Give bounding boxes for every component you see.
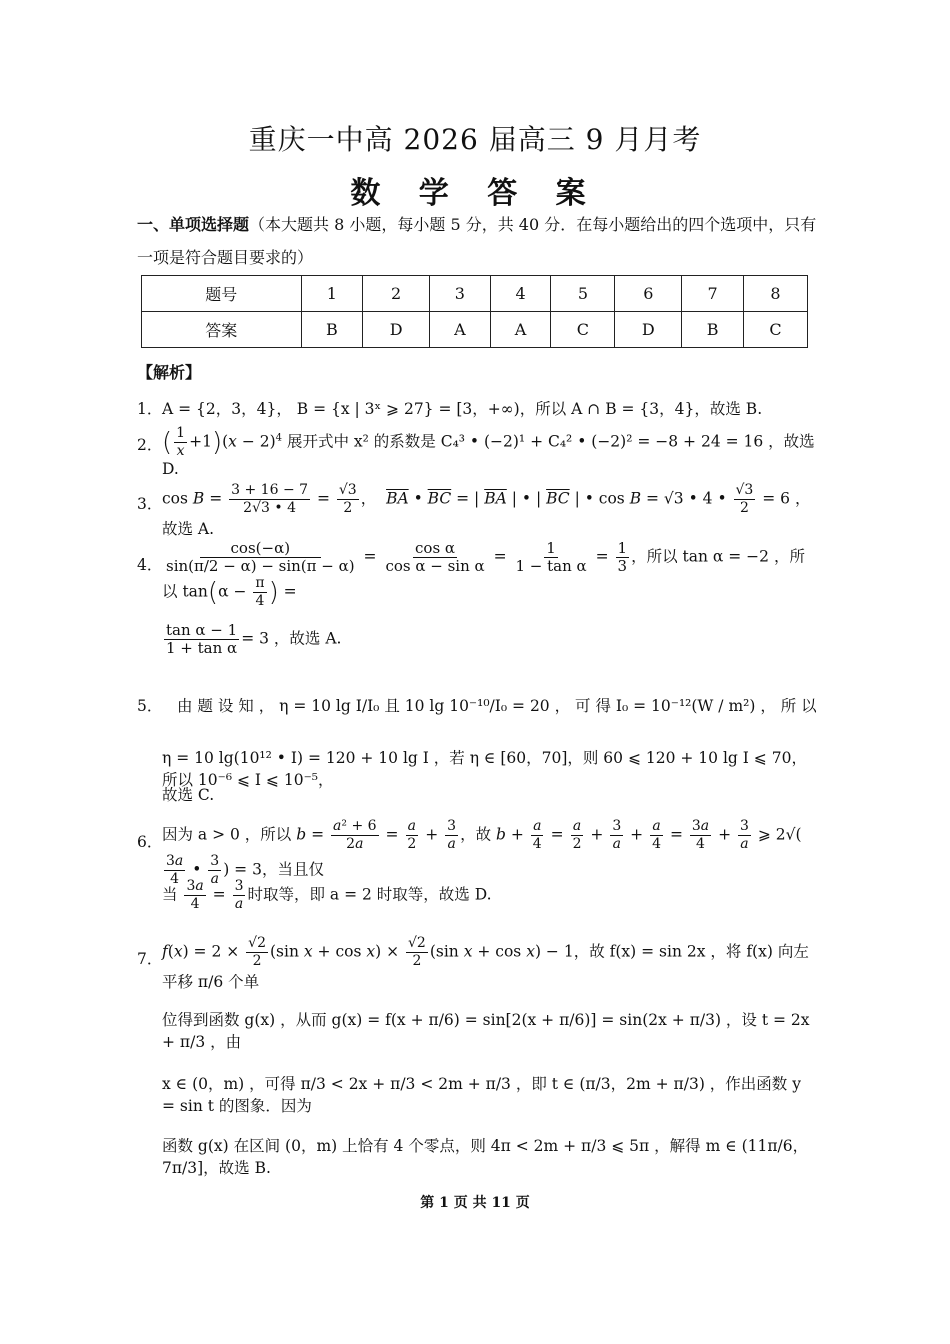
document-subtitle: 数 学 答 案 <box>350 176 600 211</box>
section-description: （本大题共 8 小题，每小题 5 分，共 40 分．在每小题给出的四个选项中，只有一项是符合题目要求的） <box>137 215 817 267</box>
solution-6-line-1: 因为 a > 0 ，所以 b = $\frac{\text{a² + 6}}{2a}$ = $\frac{a}{2}$ + $\frac{3}{a}$ ，故 b + $\frac{a}{4}$ = $\frac{a}{2}$ + $\frac{3}{a}$ + $\frac{a}{4}$ = $\frac{3a}{4}$ + $\frac{3}{a}$ ⩾ 2√( $\frac{3a}{4}$ • $\frac{3}{a}$ ) = 3，当且仅 <box>162 818 802 887</box>
solution-3: cos B = $\frac{3 + 16 - 7}{2√3 • 4}$ = $\frac{√3}{2}$ ， $\overline{BA}$ • $\overline{BC}$ = | $\overline{BA}$ | • | $\overline{BC}$ | • cos B = √3 • 4 • $\frac{√3}{2}$ = 6 ，故选 A. <box>162 482 811 538</box>
table-cell: C <box>551 312 615 348</box>
solution-3-text: ，故选 A. <box>162 489 811 538</box>
table-cell: 2 <box>363 276 430 312</box>
solution-number: 6． <box>137 833 163 851</box>
table-cell: 6 <box>615 276 682 312</box>
solution-1: A = {2，3，4}， B = {x | 3ˣ ⩾ 27} = [3，+∞)，所以 A ∩ B = {3，4}，故选 B. <box>162 400 763 418</box>
solution-5-line-1: 由 题 设 知 ， η = 10 lg I/I₀ 且 10 lg 10⁻¹⁰/I₀ = 20 ， 可 得 I₀ = 10⁻¹²(W / m²) ， 所 以 <box>177 697 817 715</box>
document-title: 重庆一中高 2026 届高三 9 月月考 <box>248 123 702 156</box>
page-footer: 第 1 页 共 11 页 <box>420 1195 530 1211</box>
table-cell: 7 <box>682 276 744 312</box>
section-label: 一、单项选择题 <box>137 215 250 234</box>
solution-5-line-3: 故选 C. <box>162 786 215 804</box>
analysis-heading: 【解析】 <box>137 363 202 382</box>
table-cell: 8 <box>743 276 807 312</box>
answer-table <box>141 275 808 348</box>
solution-6-text-c: 时取等，即 a = 2 时取等，故选 D. <box>247 885 492 904</box>
row-header-answer: 答案 <box>142 312 302 348</box>
section-heading <box>137 208 817 274</box>
solution-6-text-a: 因为 a > 0 ，所以 <box>162 825 292 844</box>
solution-7-line-3: x ∈ (0，m) ，可得 π/3 < 2x + π/3 < 2m + π/3 ，即 t ∈ (π/3，2m + π/3) ，作出函数 y = sin t 的图象．因为 <box>162 1075 801 1115</box>
table-cell: 4 <box>490 276 551 312</box>
solution-4-text: ，所以 tan α = −2 ，所以 <box>162 547 805 601</box>
table-cell: 3 <box>430 276 491 312</box>
table-row <box>142 312 808 348</box>
solution-4-text-2: = 3 ，故选 A. <box>241 629 342 648</box>
solution-number: 1． <box>137 400 163 418</box>
table-cell: D <box>363 312 430 348</box>
table-cell: B <box>301 312 363 348</box>
solution-number: 2． <box>137 436 163 454</box>
table-cell: D <box>615 312 682 348</box>
table-cell: A <box>490 312 551 348</box>
solution-2: ( $\frac{1}{x}$ $+1)(x - 2)^4$ 展开式中 x² 的系数是 C₄³ • (−2)¹ + C₄² • (−2)² = −8 + 24 = 16 ，故选 D. <box>162 425 815 478</box>
solution-7-text-1: ，故 f(x) = sin 2x ，将 f(x) 向左平移 π/6 个单 <box>162 942 809 991</box>
solution-7-line-1: f(x) = 2 × $\frac{√2}{2}$ (sin x + cos x) × $\frac{√2}{2}$ (sin x + cos x) − 1，故 f(x) = sin 2x ，将 f(x) 向左平移 π/6 个单 <box>162 935 809 991</box>
solution-7-line-4: 函数 g(x) 在区间 (0，m) 上恰有 4 个零点，则 4π < 2m + π/3 ⩽ 5π ，解得 m ∈ (11π/6，7π/3]，故选 B. <box>162 1137 809 1177</box>
solution-4-continued: $\frac{\text{tan α − 1}}{\text{1 + tan α}}$ = 3 ，故选 A. <box>166 621 342 657</box>
solution-number: 5． <box>137 697 163 715</box>
table-cell: B <box>682 312 744 348</box>
table-cell: A <box>430 312 491 348</box>
table-cell: 5 <box>551 276 615 312</box>
solution-5-line-2: η = 10 lg(10¹² • I) = 120 + 10 lg I ，若 η ∈ [60，70]，则 60 ⩽ 120 + 10 lg I ⩽ 70，所以 10⁻⁶ ⩽ I ⩽ 10⁻⁵， <box>162 749 807 789</box>
solution-4: $\frac{\cos(-\alpha)}{\sin(\pi/2 - \alpha) - \sin(\pi - \alpha)}$ = $\frac{\text{cos α}}{\text{cos α − sin α}}$ = $\frac{1}{\text{1 − tan α}}$ = $\frac{1}{3}$ ，所以 tan α = −2 ，所以 tan(α − $\frac{\pi}{4}$ ) = <box>162 539 805 609</box>
table-row <box>142 276 808 312</box>
solution-6-text-b: ，当且仅 <box>261 860 324 879</box>
solution-number: 4． <box>137 556 163 574</box>
solution-7-line-2: 位得到函数 g(x) ，从而 g(x) = f(x + π/6) = sin[2(x + π/6)] = sin(2x + π/3) ，设 t = 2x + π/3 ，由 <box>162 1011 810 1051</box>
row-header-number: 题号 <box>142 276 302 312</box>
solution-6-line-2: 当 $\frac{3a}{4}$ = $\frac{3}{a}$ 时取等，即 a = 2 时取等，故选 D. <box>162 878 492 912</box>
solution-number: 7． <box>137 950 163 968</box>
solution-number: 3． <box>137 495 163 513</box>
solution-2-text: 展开式中 x² 的系数是 C₄³ • (−2)¹ + C₄² • (−2)² = −8 + 24 = 16 ，故选 D. <box>162 432 815 478</box>
table-cell: 1 <box>301 276 363 312</box>
table-cell: C <box>743 312 807 348</box>
